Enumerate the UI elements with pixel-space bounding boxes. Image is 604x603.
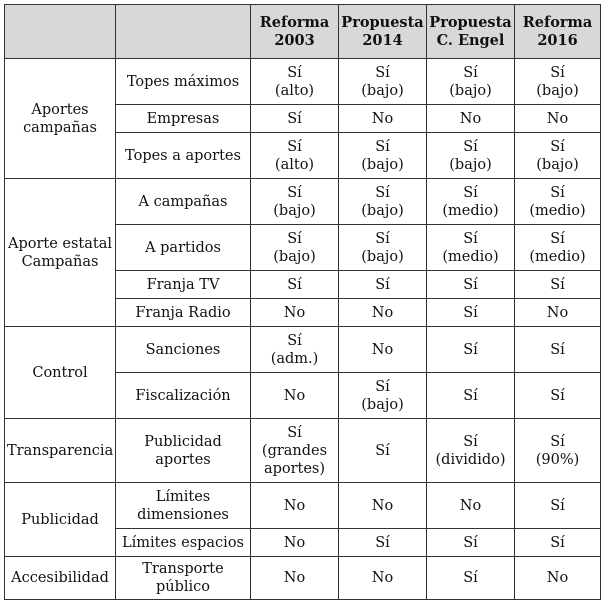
cell: Sí (bajo) bbox=[427, 59, 515, 105]
row-label: A partidos bbox=[116, 225, 251, 271]
table-row bbox=[5, 483, 601, 529]
cell: No bbox=[427, 105, 515, 133]
cell: Sí (medio) bbox=[515, 179, 601, 225]
row-label: Límites espacios bbox=[116, 529, 251, 557]
cell: Sí (bajo) bbox=[251, 225, 339, 271]
table-row bbox=[5, 179, 601, 225]
cell: Sí (dividido) bbox=[427, 419, 515, 483]
row-label: Topes a aportes bbox=[116, 133, 251, 179]
cell: Sí (90%) bbox=[515, 419, 601, 483]
header-blank-cell bbox=[116, 5, 251, 59]
table-row bbox=[5, 557, 601, 600]
row-label: Sanciones bbox=[116, 327, 251, 373]
cell: Sí bbox=[515, 483, 601, 529]
cell: Sí bbox=[427, 299, 515, 327]
cell: No bbox=[339, 483, 427, 529]
row-label: Empresas bbox=[116, 105, 251, 133]
cell: Sí bbox=[427, 529, 515, 557]
cell: Sí (bajo) bbox=[515, 133, 601, 179]
row-label: Fiscalización bbox=[116, 373, 251, 419]
header-reforma-2003: Reforma 2003 bbox=[251, 5, 339, 59]
cell: Sí (adm.) bbox=[251, 327, 339, 373]
group-accesibilidad: Accesibilidad bbox=[5, 557, 116, 600]
table-row bbox=[5, 419, 601, 483]
row-label: Límites dimensiones bbox=[116, 483, 251, 529]
cell: Sí (bajo) bbox=[251, 179, 339, 225]
cell: Sí (medio) bbox=[427, 225, 515, 271]
cell: Sí bbox=[515, 327, 601, 373]
cell: No bbox=[339, 299, 427, 327]
cell: Sí bbox=[427, 327, 515, 373]
cell: No bbox=[251, 529, 339, 557]
cell: Sí (bajo) bbox=[515, 59, 601, 105]
group-publicidad: Publicidad bbox=[5, 483, 116, 557]
cell: No bbox=[515, 557, 601, 600]
cell: Sí (grandes aportes) bbox=[251, 419, 339, 483]
cell: No bbox=[251, 299, 339, 327]
cell: No bbox=[339, 105, 427, 133]
cell: Sí bbox=[339, 419, 427, 483]
table-row bbox=[5, 327, 601, 373]
cell: No bbox=[515, 105, 601, 133]
cell: Sí bbox=[427, 557, 515, 600]
cell: Sí (bajo) bbox=[339, 133, 427, 179]
group-control: Control bbox=[5, 327, 116, 419]
row-label: Publicidad aportes bbox=[116, 419, 251, 483]
cell: No bbox=[251, 373, 339, 419]
cell: Sí (alto) bbox=[251, 133, 339, 179]
row-label: A campañas bbox=[116, 179, 251, 225]
cell: Sí bbox=[515, 271, 601, 299]
cell: No bbox=[427, 483, 515, 529]
cell: Sí (bajo) bbox=[339, 225, 427, 271]
cell: Sí (bajo) bbox=[339, 373, 427, 419]
row-label: Franja Radio bbox=[116, 299, 251, 327]
cell: No bbox=[339, 557, 427, 600]
row-label: Franja TV bbox=[116, 271, 251, 299]
header-propuesta-engel: Propuesta C. Engel bbox=[427, 5, 515, 59]
cell: Sí bbox=[251, 105, 339, 133]
cell: No bbox=[339, 327, 427, 373]
cell: Sí bbox=[339, 271, 427, 299]
table-row bbox=[5, 59, 601, 105]
cell: Sí bbox=[515, 529, 601, 557]
cell: Sí bbox=[339, 529, 427, 557]
header-propuesta-2014: Propuesta 2014 bbox=[339, 5, 427, 59]
header-reforma-2016: Reforma 2016 bbox=[515, 5, 601, 59]
cell: Sí bbox=[515, 373, 601, 419]
comparison-table bbox=[4, 4, 601, 600]
cell: No bbox=[251, 557, 339, 600]
cell: Sí (alto) bbox=[251, 59, 339, 105]
group-aportes-campanas: Aportes campañas bbox=[5, 59, 116, 179]
row-label: Topes máximos bbox=[116, 59, 251, 105]
header-row bbox=[5, 5, 601, 59]
cell: Sí bbox=[427, 271, 515, 299]
cell: No bbox=[515, 299, 601, 327]
cell: Sí (medio) bbox=[515, 225, 601, 271]
cell: Sí (bajo) bbox=[427, 133, 515, 179]
cell: Sí (bajo) bbox=[339, 179, 427, 225]
group-aporte-estatal: Aporte estatal Campañas bbox=[5, 179, 116, 327]
row-label: Transporte público bbox=[116, 557, 251, 600]
group-transparencia: Transparencia bbox=[5, 419, 116, 483]
cell: Sí (medio) bbox=[427, 179, 515, 225]
cell: No bbox=[251, 483, 339, 529]
cell: Sí bbox=[427, 373, 515, 419]
cell: Sí bbox=[251, 271, 339, 299]
cell: Sí (bajo) bbox=[339, 59, 427, 105]
header-blank-cell bbox=[5, 5, 116, 59]
